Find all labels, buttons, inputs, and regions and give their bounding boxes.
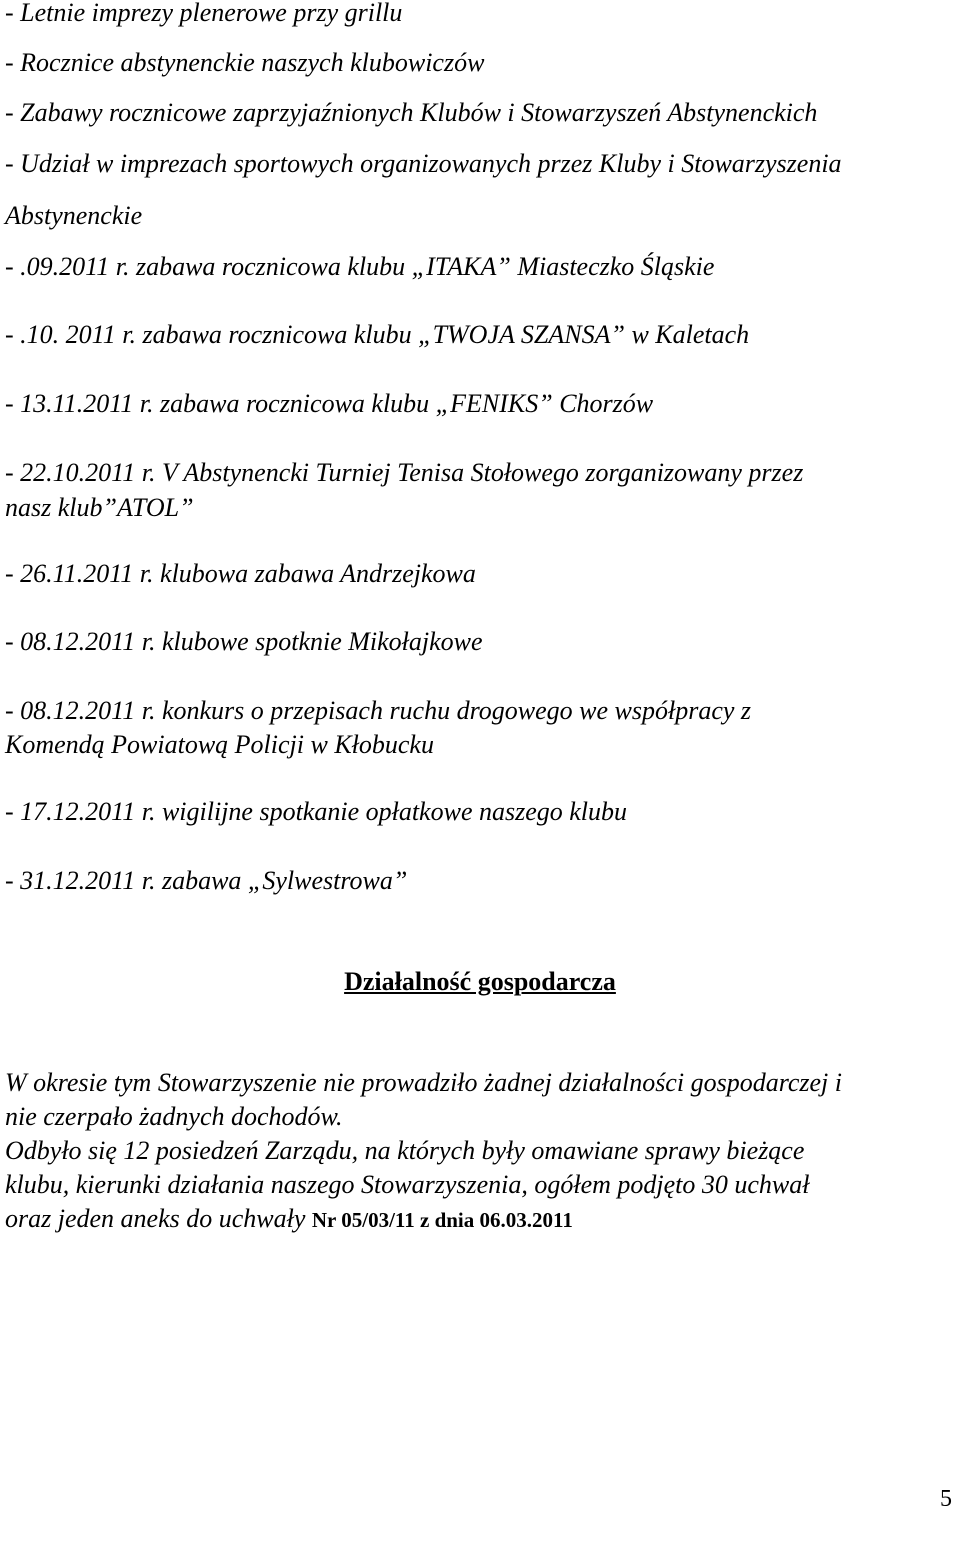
event-tennis: - 22.10.2011 r. V Abstynencki Turniej Tenisa Stołowego zorganizowany przez	[5, 458, 804, 487]
list-item-parties: - Zabawy rocznicowe zaprzyjaźnionych Klubów i Stowarzyszeń Abstynenckich	[5, 98, 818, 127]
event-tennis-cont: nasz klub”ATOL”	[5, 493, 194, 522]
event-contest-cont: Komendą Powiatową Policji w Kłobucku	[5, 730, 434, 759]
list-item-sports: - Udział w imprezach sportowych organizowanych przez Kluby i Stowarzyszenia	[5, 149, 842, 178]
event-itaka: - .09.2011 r. zabawa rocznicowa klubu „ITAKA” Miasteczko Śląskie	[5, 252, 715, 281]
list-item-sports-cont: Abstynenckie	[5, 201, 143, 230]
section-heading: Działalność gospodarcza	[344, 967, 616, 996]
list-item-grill: - Letnie imprezy plenerowe przy grillu	[5, 0, 403, 27]
event-sylwester: - 31.12.2011 r. zabawa „Sylwestrowa”	[5, 866, 408, 895]
paragraph-line-5	[5, 1202, 955, 1237]
event-wigilia: - 17.12.2011 r. wigilijne spotkanie opłatkowe naszego klubu	[5, 797, 628, 826]
paragraph-line-1: W okresie tym Stowarzyszenie nie prowadziło żadnej działalności gospodarczej i	[5, 1068, 842, 1097]
paragraph-line-3: Odbyło się 12 posiedzeń Zarządu, na których były omawiane sprawy bieżące	[5, 1136, 805, 1165]
event-contest: - 08.12.2011 r. konkurs o przepisach ruchu drogowego we współpracy z	[5, 696, 752, 725]
paragraph-line-5-text: oraz jeden aneks do uchwały	[5, 1204, 312, 1233]
list-item-anniversaries: - Rocznice abstynenckie naszych klubowiczów	[5, 48, 485, 77]
event-twoja-szansa: - .10. 2011 r. zabawa rocznicowa klubu „TWOJA SZANSA” w Kaletach	[5, 320, 750, 349]
event-feniks: - 13.11.2011 r. zabawa rocznicowa klubu „FENIKS” Chorzów	[5, 389, 654, 418]
paragraph-line-2: nie czerpało żadnych dochodów.	[5, 1102, 343, 1131]
event-andrzejki: - 26.11.2011 r. klubowa zabawa Andrzejkowa	[5, 559, 476, 588]
page-number: 5	[940, 1486, 952, 1512]
paragraph-line-4: klubu, kierunki działania naszego Stowarzyszenia, ogółem podjęto 30 uchwał	[5, 1170, 810, 1199]
resolution-reference: Nr 05/03/11 z dnia 06.03.2011	[311, 1208, 573, 1232]
event-mikolajki: - 08.12.2011 r. klubowe spotknie Mikołajkowe	[5, 627, 483, 656]
